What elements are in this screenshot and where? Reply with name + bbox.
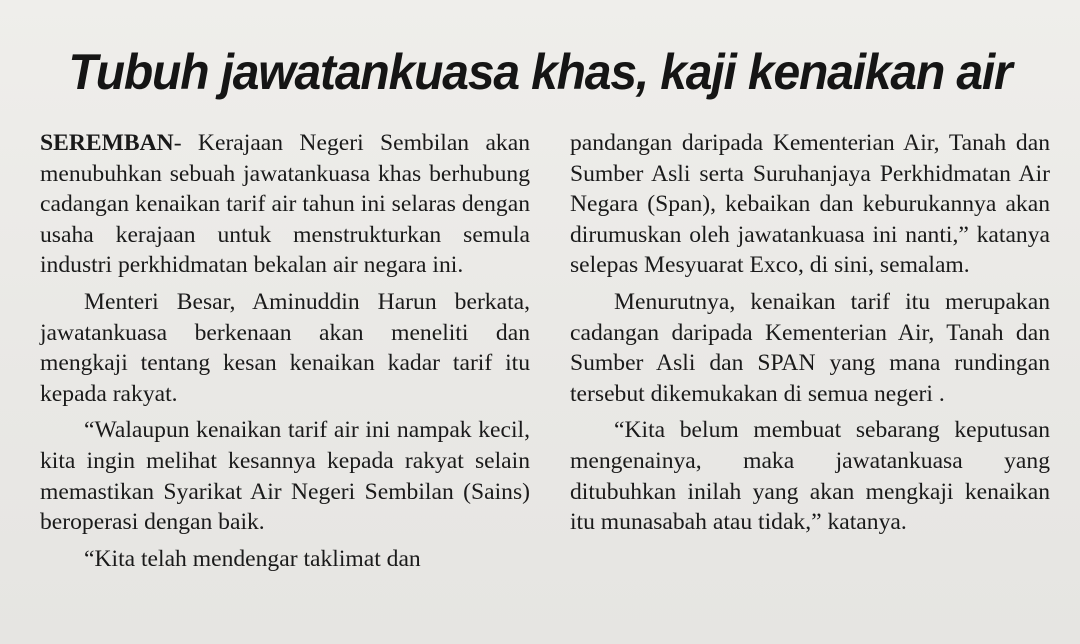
paragraph-1 bbox=[40, 128, 530, 281]
paragraph-3: “Walaupun kenaikan tarif air ini nampak kecil, kita ingin melihat kesannya kepada rakyat selain memastikan Syarikat Air Negeri Sembilan (Sains) beroperasi dengan baik. bbox=[40, 417, 530, 536]
article-column-left bbox=[40, 128, 530, 580]
article-column-right bbox=[570, 128, 1050, 544]
headline: Tubuh jawatankuasa khas, kaji kenaikan air bbox=[68, 44, 1012, 100]
paragraph-4-start: “Kita telah mendengar taklimat dan bbox=[84, 545, 421, 572]
paragraph-1-text: - Kerajaan Negeri Sembilan akan menubuhkan sebuah jawatankuasa khas berhubung cadangan kenaikan tarif air tahun ini selaras dengan usaha kerajaan untuk menstrukturkan semula industri perkhidmatan bekalan air negara ini. bbox=[40, 130, 530, 279]
paragraph-2: Menteri Besar, Aminuddin Harun berkata, jawatankuasa berkenaan akan meneliti dan mengkaji tentang kesan kenaikan kadar tarif itu kepada rakyat. bbox=[40, 288, 530, 407]
paragraph-4-continued: pandangan daripada Kementerian Air, Tanah dan Sumber Asli serta Suruhanjaya Perkhidmatan Air Negara (Span), kebaikan dan keburukannya akan dirumuskan oleh jawatankuasa ini nanti,” katanya selepas Mesyuarat Exco, di sini, semalam. bbox=[570, 130, 1050, 279]
paragraph-6: “Kita belum membuat sebarang keputusan mengenainya, maka jawatankuasa yang ditubuhkan inilah yang akan mengkaji kenaikan itu munasabah atau tidak,” katanya. bbox=[570, 417, 1050, 536]
paragraph-5: Menurutnya, kenaikan tarif itu merupakan cadangan daripada Kementerian Air, Tanah dan Sumber Asli dan SPAN yang mana rundingan tersebut dikemukakan di semua negeri . bbox=[570, 288, 1050, 407]
dateline: SEREMBAN bbox=[40, 130, 174, 156]
